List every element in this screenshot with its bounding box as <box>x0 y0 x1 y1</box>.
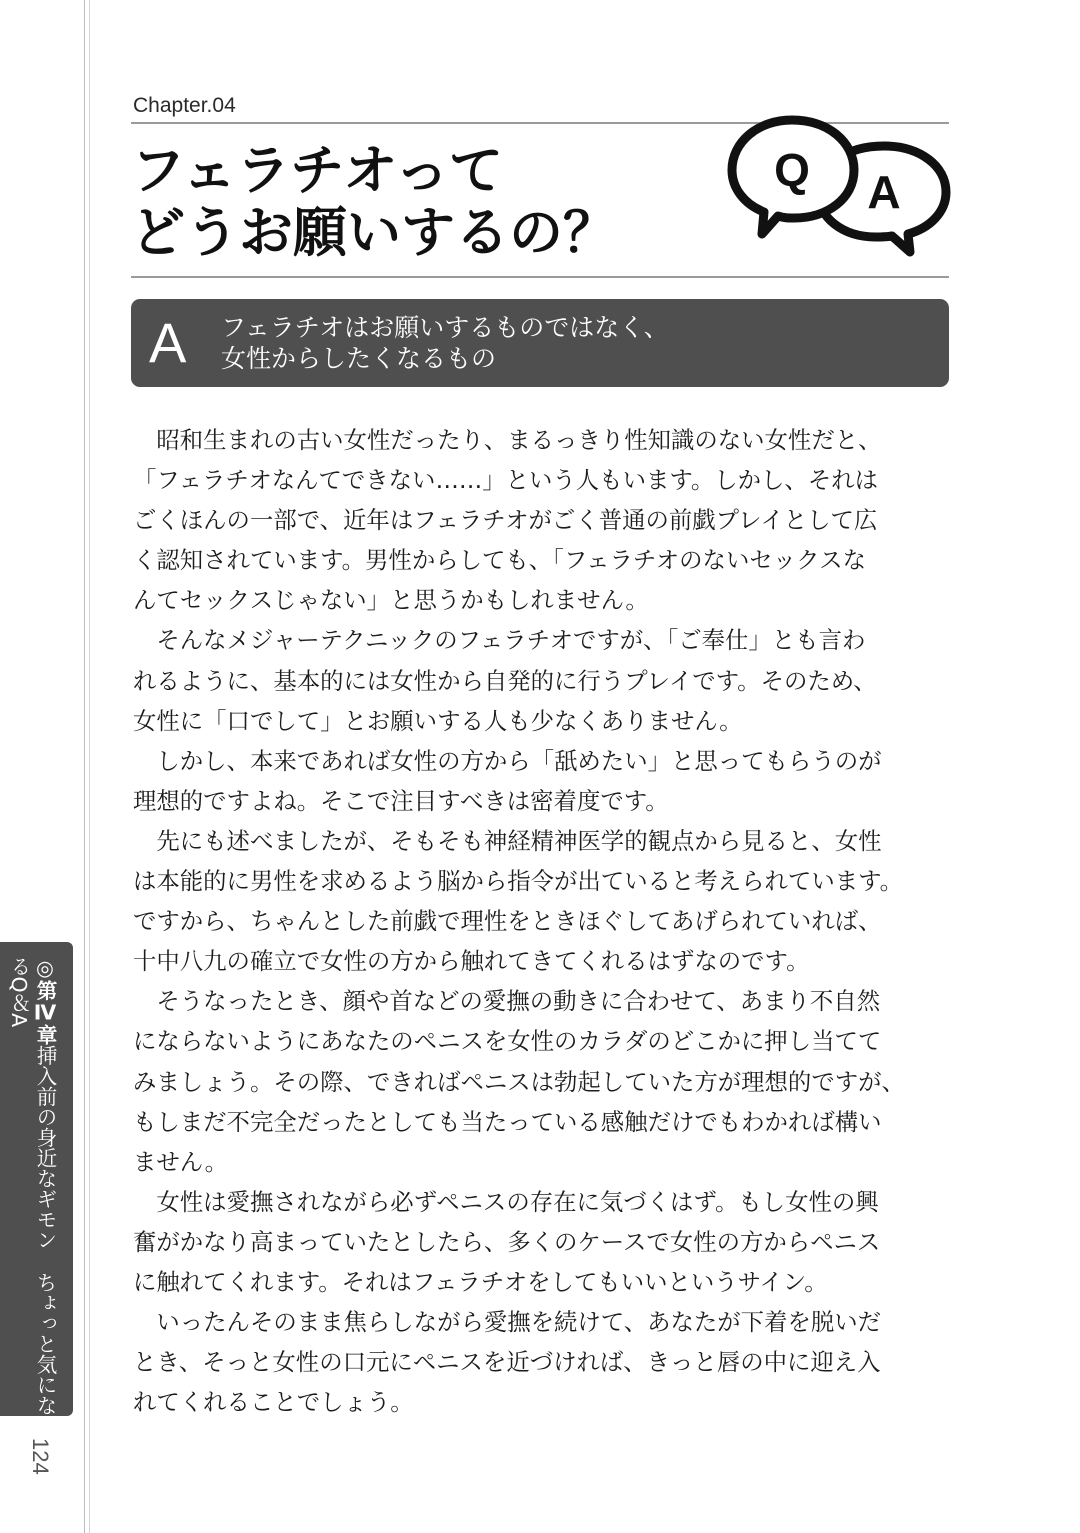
body-line: みましょう。その際、できればペニスは勃起していた方が理想的ですが、 <box>133 1067 905 1096</box>
a-letter: A <box>867 166 901 218</box>
title-line-1: フェラチオって <box>131 139 504 202</box>
page-number: 124 <box>28 1438 53 1475</box>
body-line: 理想的ですよね。そこで注目すべきは密着度です。 <box>133 786 669 815</box>
body-line: 十中八九の確立で女性の方から触れてきてくれるはずなのです。 <box>133 947 810 976</box>
binding-rule <box>84 0 85 1533</box>
body-line: 女性は愛撫されながら必ずペニスの存在に気づくはず。もし女性の興 <box>133 1187 879 1216</box>
answer-letter: A <box>149 311 187 374</box>
qa-speech-bubbles-icon <box>724 112 954 262</box>
chapter-side-tab <box>0 942 73 1416</box>
body-line: もしまだ不完全だったとしても当たっている感触だけでもわかれば構い <box>133 1107 882 1136</box>
side-tab-chapter: 第Ⅳ章 <box>33 980 57 1045</box>
body-line: そうなったとき、顔や首などの愛撫の動きに合わせて、あまり不自然 <box>133 987 881 1016</box>
body-line: 先にも述べましたが、そもそも神経精神医学的観点から見ると、女性 <box>133 826 882 855</box>
page-title <box>131 140 617 264</box>
body-line: に触れてくれます。それはフェラチオをしてもいいというサイン。 <box>133 1267 828 1296</box>
side-tab-subtitle-1: 挿入前の身近なギモン <box>33 1045 57 1250</box>
answer-line-1: フェラチオはお願いするものではなく、 <box>221 313 669 342</box>
body-line: ですから、ちゃんとした前戯で理性をときほぐしてあげられていれば、 <box>133 907 882 936</box>
body-text <box>133 420 968 1422</box>
title-line-2: どうお願いするの？ <box>131 201 617 264</box>
body-line: 昭和生まれの古い女性だったり、まるっきり性知識のない女性だと、 <box>133 426 882 454</box>
body-line: れてくれることでしょう。 <box>133 1388 414 1417</box>
body-line: ません。 <box>133 1147 228 1176</box>
header-rule-bottom <box>131 276 949 278</box>
body-line: は本能的に男性を求めるよう脳から指令が出ていると考えられています。 <box>133 867 904 896</box>
binding-rule-inner <box>89 0 90 1533</box>
side-tab-subtitle-2: ちょっと気になるQ＆A <box>7 956 57 1416</box>
body-line: しかし、本来であれば女性の方から「舐めたい」と思ってもらうのが <box>133 746 882 775</box>
body-line: れるように、基本的には女性から自発的に行うプレイです。そのため、 <box>133 666 877 695</box>
body-line: にならないようにあなたのペニスを女性のカラダのどこかに押し当てて <box>133 1027 882 1056</box>
answer-text <box>221 312 669 374</box>
body-line: そんなメジャーテクニックのフェラチオですが、「ご奉仕」とも言わ <box>133 626 866 655</box>
side-tab-mark: ◎ <box>33 956 57 980</box>
chapter-label: Chapter.04 <box>133 94 236 117</box>
body-line: ごくほんの一部で、近年はフェラチオがごく普通の前戯プレイとして広 <box>133 506 878 535</box>
body-line: 女性に「口でして」とお願いする人も少なくありません。 <box>133 706 743 735</box>
body-line: く認知されています。男性からしても、「フェラチオのないセックスな <box>133 546 867 575</box>
q-letter: Q <box>774 144 810 196</box>
body-line: 「フェラチオなんてできない……」という人もいます。しかし、それは <box>133 466 878 495</box>
side-tab-text <box>6 956 58 1416</box>
body-line: 奮がかなり高まっていたとしたら、多くのケースで女性の方からペニス <box>133 1227 881 1256</box>
answer-line-2: 女性からしたくなるもの <box>221 344 497 373</box>
body-line: んてセックスじゃない」と思うかもしれません。 <box>133 586 649 615</box>
body-line: いったんそのまま焦らしながら愛撫を続けて、あなたが下着を脱いだ <box>133 1308 882 1337</box>
body-line: とき、そっと女性の口元にペニスを近づければ、きっと唇の中に迎え入 <box>133 1348 881 1377</box>
answer-box <box>131 299 949 387</box>
